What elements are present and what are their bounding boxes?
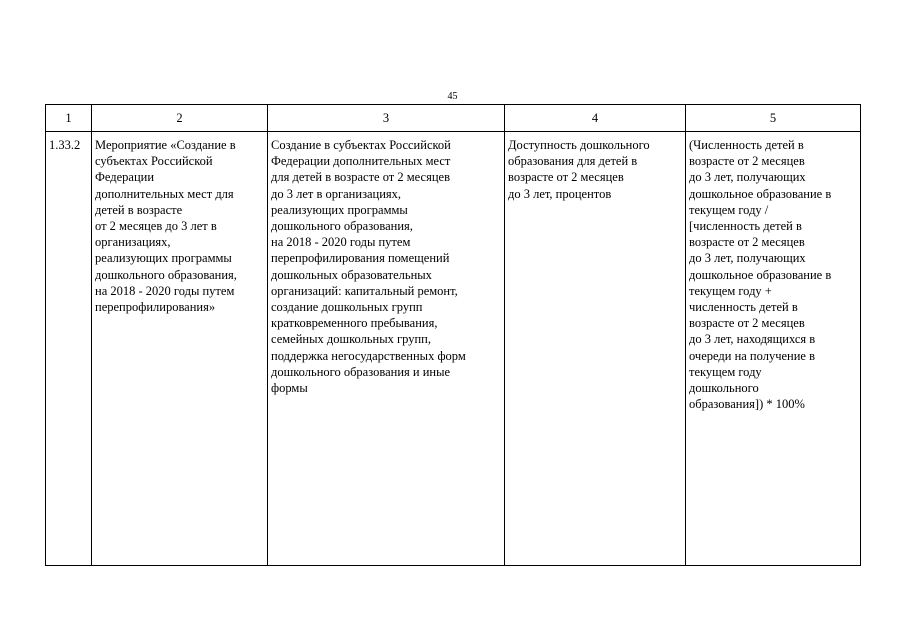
formula-line: дошкольное образование в	[689, 267, 832, 282]
header-col-4: 4	[505, 105, 686, 132]
activity-details-line: реализующих программы	[271, 202, 408, 217]
formula-line: текущем году +	[689, 283, 772, 298]
formula-line: возрасте от 2 месяцев	[689, 154, 805, 169]
activity-details-line: Федерации дополнительных мест	[271, 154, 451, 169]
formula-line: до 3 лет, получающих	[689, 170, 806, 185]
activity-details-line: формы	[271, 381, 308, 396]
activity-details-line: дошкольного образования и иные	[271, 364, 451, 379]
event-description-line: организациях,	[95, 235, 171, 250]
formula-line: (Численность детей в	[689, 138, 804, 152]
formula-line: возрасте от 2 месяцев	[689, 235, 805, 250]
activity-details-line: создание дошкольных групп	[271, 300, 423, 315]
indicator-name-cell	[505, 132, 686, 566]
activity-details-line: Создание в субъектах Российской	[271, 138, 451, 152]
indicator-name-line: до 3 лет, процентов	[508, 186, 612, 201]
activity-details-line: на 2018 - 2020 годы путем	[271, 235, 411, 250]
activity-details-cell	[268, 132, 505, 566]
row-number: 1.33.2	[46, 132, 92, 566]
formula-line: до 3 лет, находящихся в	[689, 332, 816, 347]
header-col-3: 3	[268, 105, 505, 132]
event-description-line: дошкольного образования,	[95, 267, 237, 282]
event-description-line: на 2018 - 2020 годы путем	[95, 283, 235, 298]
event-description-line: субъектах Российской	[95, 154, 213, 169]
header-col-5: 5	[686, 105, 861, 132]
indicator-name-line: образования для детей в	[508, 154, 638, 169]
formula-line: образования]) * 100%	[689, 397, 805, 412]
calculation-formula-cell	[686, 132, 861, 566]
formula-line: текущем году /	[689, 202, 769, 217]
header-col-1: 1	[46, 105, 92, 132]
activity-details-line: до 3 лет в организациях,	[271, 186, 402, 201]
formula-line: до 3 лет, получающих	[689, 251, 806, 266]
header-row	[46, 105, 861, 132]
event-description-line: реализующих программы	[95, 251, 232, 266]
activity-details-line: дошкольного образования,	[271, 219, 413, 234]
activity-details-line: поддержка негосударственных форм	[271, 348, 466, 363]
indicator-table	[45, 104, 861, 566]
page-number: 45	[447, 91, 458, 102]
activity-details-line: перепрофилирования помещений	[271, 251, 450, 266]
formula-line: текущем году	[689, 364, 762, 379]
activity-details-line: организаций: капитальный ремонт,	[271, 283, 458, 298]
activity-details-line: семейных дошкольных групп,	[271, 332, 431, 347]
indicator-name-line: Доступность дошкольного	[508, 138, 650, 152]
event-description-line: перепрофилирования»	[95, 300, 216, 315]
formula-line: дошкольного	[689, 381, 759, 396]
formula-line: очереди на получение в	[689, 348, 815, 363]
table-row	[46, 132, 861, 566]
formula-line: возрасте от 2 месяцев	[689, 316, 805, 331]
activity-details-line: кратковременного пребывания,	[271, 316, 438, 331]
event-description-line: Федерации	[95, 170, 155, 185]
event-description-line: детей в возрасте	[95, 202, 183, 217]
activity-details-line: дошкольных образовательных	[271, 267, 432, 282]
event-description-line: Мероприятие «Создание в	[95, 138, 236, 152]
indicator-name-line: возрасте от 2 месяцев	[508, 170, 624, 185]
activity-details-line: для детей в возрасте от 2 месяцев	[271, 170, 450, 185]
formula-line: дошкольное образование в	[689, 186, 832, 201]
header-col-2: 2	[92, 105, 268, 132]
event-description-line: дополнительных мест для	[95, 186, 234, 201]
formula-line: численность детей в	[689, 300, 798, 315]
event-description-line: от 2 месяцев до 3 лет в	[95, 219, 217, 234]
event-description-cell	[92, 132, 268, 566]
formula-line: [численность детей в	[689, 219, 802, 234]
